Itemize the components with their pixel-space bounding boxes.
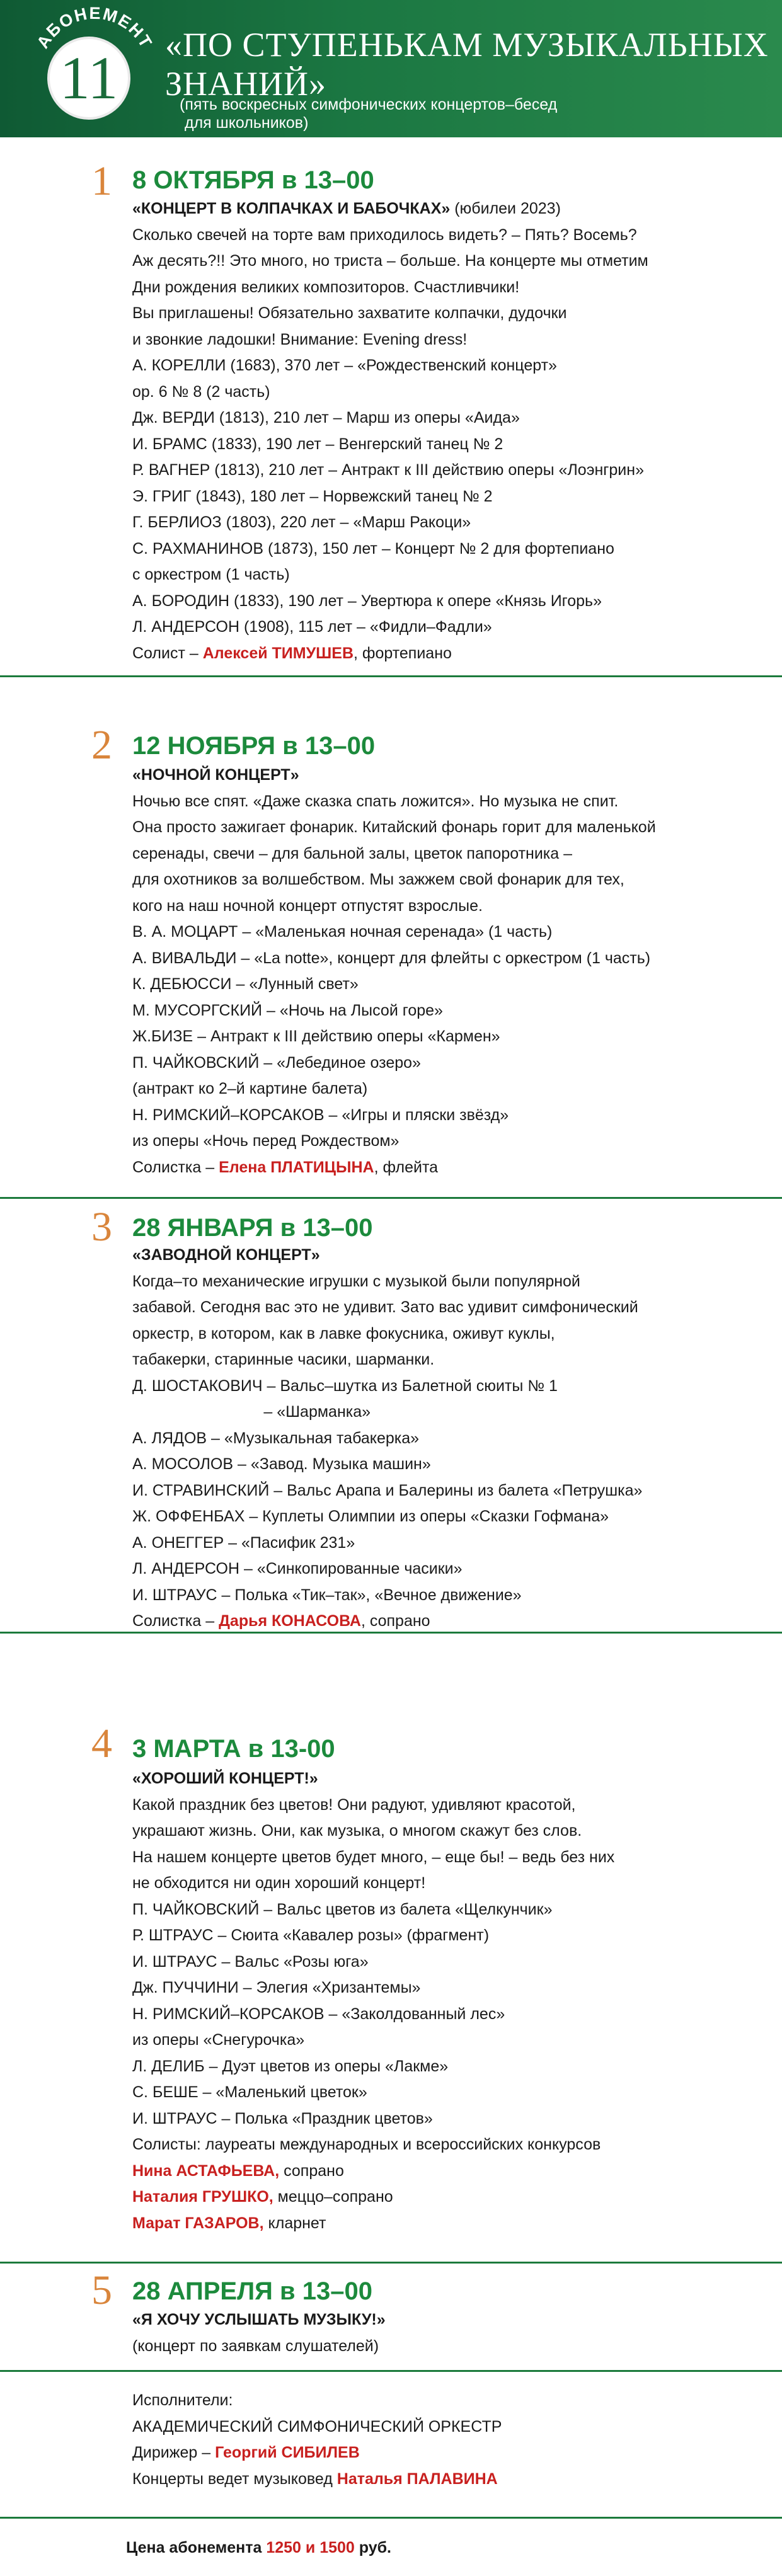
program-item: – «Шарманка» (132, 1403, 371, 1421)
soloist-line: Солистка – Елена ПЛАТИЦЫНА, флейта (132, 1158, 439, 1176)
soloist-name: Дарья КОНАСОВА (219, 1612, 361, 1630)
program-item: В. А. МОЦАРТ – «Маленькая ночная серенада» (1 часть) (132, 923, 553, 941)
concert-body (132, 1766, 769, 2236)
soloist-name: Наталия ГРУШКО, (132, 2188, 273, 2206)
section-divider (0, 1197, 782, 1199)
program-item: И. ШТРАУС – Полька «Праздник цветов» (132, 2109, 433, 2127)
subscription-number-badge (47, 37, 130, 120)
program-item: ор. 6 № 8 (2 часть) (132, 382, 270, 401)
program-item: Н. РИМСКИЙ–КОРСАКОВ – «Заколдованный лес» (132, 2005, 505, 2023)
text-line: и звонкие ладошки! Внимание: Evening dress! (132, 330, 468, 348)
program-item: Р. ШТРАУС – Сюита «Кавалер розы» (фрагмент) (132, 1926, 490, 1944)
host-line: Концерты ведет музыковед Наталья ПАЛАВИНА (132, 2470, 498, 2488)
program-item: Л. АНДЕРСОН – «Синкопированные часики» (132, 1560, 463, 1577)
program-item: Н. РИМСКИЙ–КОРСАКОВ – «Игры и пляски звёзд» (132, 1106, 509, 1124)
concert-body (132, 762, 769, 1181)
program-item: А. ВИВАЛЬДИ – «La notte», концерт для флейты с оркестром (1 часть) (132, 949, 651, 967)
section-divider (0, 675, 782, 677)
text-line: оркестр, в котором, как в лавке фокусника, оживут куклы, (132, 1324, 555, 1342)
text-line: Когда–то механические игрушки с музыкой были популярной (132, 1272, 580, 1290)
text-line: Вы приглашены! Обязательно захватите колпачки, дудочки (132, 304, 567, 322)
program-item: А. ОНЕГГЕР – «Пасифик 231» (132, 1533, 355, 1552)
performers-block (132, 2388, 762, 2492)
concert-body (132, 2307, 769, 2359)
program-item: с оркестром (1 часть) (132, 566, 290, 583)
program-item: А. КОРЕЛЛИ (1683), 370 лет – «Рождественский концерт» (132, 357, 557, 374)
program-item: Ж.БИЗЕ – Антракт к III действию оперы «Кармен» (132, 1028, 500, 1045)
soloist-line: Солист – Алексей ТИМУШЕВ, фортепиано (132, 644, 452, 662)
program-item: (антракт ко 2–й картине балета) (132, 1080, 368, 1097)
concert-number: 5 (91, 2267, 112, 2313)
soloist-name: Алексей ТИМУШЕВ (202, 644, 354, 662)
conductor-line: Дирижер – Георгий СИБИЛЕВ (132, 2444, 360, 2461)
text-line: табакерки, старинные часики, шарманки. (132, 1351, 435, 1368)
soloist-name: Марат ГАЗАРОВ, (132, 2214, 264, 2232)
program-item: С. РАХМАНИНОВ (1873), 150 лет – Концерт № 2 для фортепиано (132, 539, 614, 558)
text-line: не обходится ни один хороший концерт! (132, 1874, 426, 1892)
program-item: И. БРАМС (1833), 190 лет – Венгерский танец № 2 (132, 435, 503, 453)
program-item: А. БОРОДИН (1833), 190 лет – Увертюра к опере «Князь Игорь» (132, 592, 602, 610)
program-item: А. ЛЯДОВ – «Музыкальная табакерка» (132, 1429, 420, 1447)
soloist-name: Елена ПЛАТИЦЫНА (219, 1158, 374, 1176)
program-item: из оперы «Снегурочка» (132, 2031, 305, 2049)
soloist-line: Нина АСТАФЬЕВА, сопрано (132, 2161, 344, 2180)
section-divider (0, 2370, 782, 2372)
section-divider (0, 2517, 782, 2519)
text-line: серенады, свечи – для бальной залы, цветок папоротника – (132, 844, 573, 862)
concert-body (132, 196, 769, 667)
text-line: Сколько свечей на торте вам приходилось видеть? – Пять? Восемь? (132, 226, 637, 244)
program-item: Э. ГРИГ (1843), 180 лет – Норвежский танец № 2 (132, 487, 493, 505)
program-item: Р. ВАГНЕР (1813), 210 лет – Антракт к III действию оперы «Лоэнгрин» (132, 461, 644, 479)
program-item: И. ШТРАУС – Вальс «Розы юга» (132, 1952, 369, 1971)
text-line: Дни рождения великих композиторов. Счастливчики! (132, 278, 520, 296)
text-line: На нашем концерте цветов будет много, – еще бы! – ведь без них (132, 1848, 615, 1866)
concert-number: 3 (91, 1204, 112, 1250)
text-line: Какой праздник без цветов! Они радуют, удивляют красотой, (132, 1795, 576, 1814)
text-line: Аж десять?!! Это много, но триста – больше. На концерте мы отметим (132, 252, 648, 270)
concert-number: 4 (91, 1720, 112, 1766)
conductor-name: Георгий СИБИЛЕВ (215, 2444, 360, 2461)
concert-title: «ЗАВОДНОЙ КОНЦЕРТ» (132, 1246, 320, 1264)
concert-number: 1 (91, 158, 112, 204)
orchestra-name: АКАДЕМИЧЕСКИЙ СИМФОНИЧЕСКИЙ ОРКЕСТР (132, 2417, 502, 2436)
text-line: Она просто зажигает фонарик. Китайский фонарь горит для маленькой (132, 818, 656, 836)
price-line: Цена абонемента 1250 и 1500 руб. (126, 2539, 391, 2556)
concert-title: «Я ХОЧУ УСЛЫШАТЬ МУЗЫКУ!» (132, 2311, 386, 2328)
concert-date: 12 НОЯБРЯ в 13–00 (132, 732, 376, 760)
price-values: 1250 и 1500 (266, 2539, 355, 2556)
program-item: К. ДЕБЮССИ – «Лунный свет» (132, 975, 359, 993)
program-item: Л. АНДЕРСОН (1908), 115 лет – «Фидли–Фадли» (132, 618, 492, 636)
program-item: Г. БЕРЛИОЗ (1803), 220 лет – «Марш Ракоци» (132, 513, 471, 531)
program-item: И. ШТРАУС – Полька «Тик–так», «Вечное движение» (132, 1586, 522, 1604)
program-item: П. ЧАЙКОВСКИЙ – Вальс цветов из балета «Щелкунчик» (132, 1900, 553, 1918)
page-subtitle: (пять воскресных симфонических концертов–бесед для школьников) (180, 96, 558, 132)
page-title: «ПО СТУПЕНЬКАМ МУЗЫКАЛЬНЫХ ЗНАНИЙ» (165, 26, 769, 103)
text-line: забавой. Сегодня вас это не удивит. Зато вас удивит симфонический (132, 1298, 638, 1316)
program-item: Л. ДЕЛИБ – Дуэт цветов из оперы «Лакме» (132, 2057, 449, 2075)
concert-date: 28 ЯНВАРЯ в 13–00 (132, 1214, 373, 1242)
text-line: украшают жизнь. Они, как музыка, о многом скажут без слов. (132, 1822, 582, 1840)
concert-title: «КОНЦЕРТ В КОЛПАЧКАХ И БАБОЧКАХ» (132, 200, 451, 217)
program-item: С. БЕШЕ – «Маленький цветок» (132, 2083, 367, 2101)
text-line: кого на наш ночной концерт отпустят взрослые. (132, 896, 483, 915)
program-item: Д. ШОСТАКОВИЧ – Вальс–шутка из Балетной сюиты № 1 (132, 1377, 558, 1395)
concert-title: «НОЧНОЙ КОНЦЕРТ» (132, 766, 299, 784)
concert-title-note: (юбилеи 2023) (450, 200, 561, 217)
program-item: Дж. ПУЧЧИНИ – Элегия «Хризантемы» (132, 1979, 421, 1996)
header-banner (0, 0, 782, 137)
concert-title: «ХОРОШИЙ КОНЦЕРТ!» (132, 1770, 318, 1787)
soloist-line: Наталия ГРУШКО, меццо–сопрано (132, 2188, 393, 2206)
program-item: из оперы «Ночь перед Рождеством» (132, 1132, 400, 1150)
section-divider (0, 2262, 782, 2264)
program-item: М. МУСОРГСКИЙ – «Ночь на Лысой горе» (132, 1001, 443, 1019)
performers-label: Исполнители: (132, 2391, 233, 2409)
soloist-line: Марат ГАЗАРОВ, кларнет (132, 2214, 326, 2232)
text-line: Солисты: лауреаты международных и всероссийских конкурсов (132, 2136, 601, 2153)
soloist-name: Нина АСТАФЬЕВА, (132, 2161, 280, 2180)
section-divider (0, 1632, 782, 1634)
soloist-line: Солистка – Дарья КОНАСОВА, сопрано (132, 1612, 430, 1630)
text-line: Ночью все спят. «Даже сказка спать ложится». Но музыка не спит. (132, 792, 619, 810)
text-line: (концерт по заявкам слушателей) (132, 2337, 379, 2355)
program-item: И. СТРАВИНСКИЙ – Вальс Арапа и Балерины из балета «Петрушка» (132, 1481, 643, 1499)
concert-number: 2 (91, 722, 112, 768)
concert-date: 28 АПРЕЛЯ в 13–00 (132, 2277, 372, 2305)
program-item: П. ЧАЙКОВСКИЙ – «Лебединое озеро» (132, 1053, 421, 1072)
program-item: Ж. ОФФЕНБАХ – Куплеты Олимпии из оперы «Сказки Гофмана» (132, 1508, 609, 1525)
svg-text:АБОНЕМЕНТ: АБОНЕМЕНТ (33, 4, 156, 52)
host-name: Наталья ПАЛАВИНА (336, 2470, 498, 2488)
text-line: для охотников за волшебством. Мы зажжем свой фонарик для тех, (132, 871, 624, 888)
subscription-number: 11 (59, 44, 118, 112)
program-item: Дж. ВЕРДИ (1813), 210 лет – Марш из оперы «Аида» (132, 409, 520, 426)
concert-body (132, 1242, 769, 1635)
program-item: А. МОСОЛОВ – «Завод. Музыка машин» (132, 1455, 431, 1473)
concert-date: 8 ОКТЯБРЯ в 13–00 (132, 166, 374, 194)
concert-date: 3 МАРТА в 13-00 (132, 1735, 335, 1763)
